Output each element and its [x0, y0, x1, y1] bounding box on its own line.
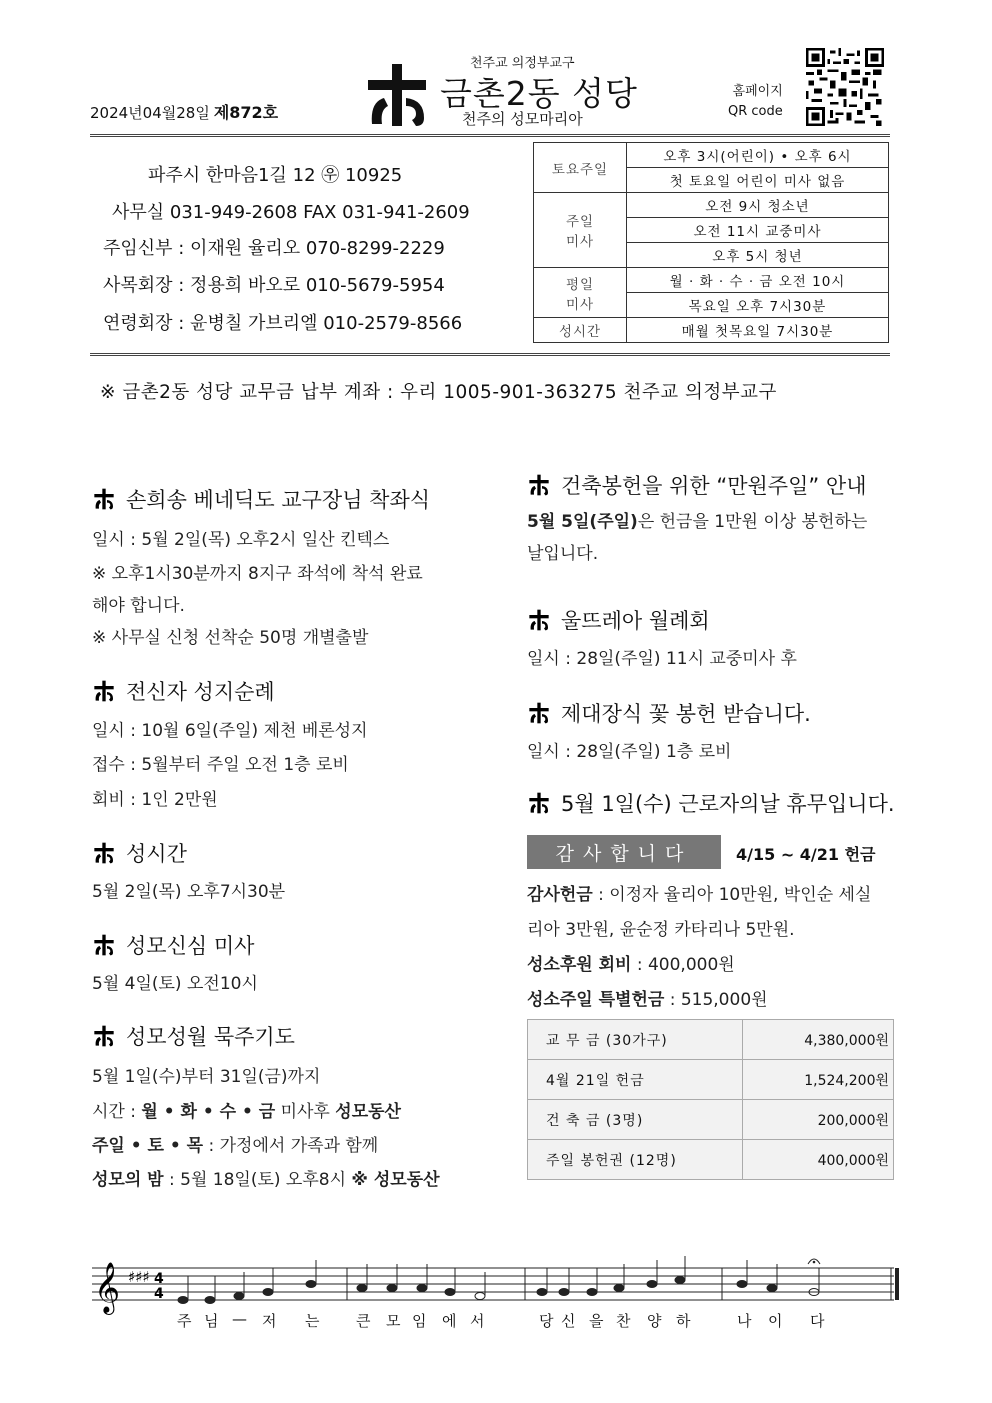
section-line: 일시 : 5월 2일(목) 오후2시 일산 킨텍스 [92, 530, 390, 550]
section-line [527, 880, 871, 905]
lyric-syllable: 당 [539, 1312, 554, 1330]
line-part-bold: 성소주일 특별헌금 [527, 990, 665, 1010]
cross-bullet-icon [92, 488, 116, 510]
section-line [527, 985, 768, 1010]
lyric-syllable: 찬 [616, 1312, 631, 1330]
schedule-cell: 오후 3시(어린이) • 오후 6시 [627, 143, 889, 168]
qr-code-icon[interactable] [806, 48, 884, 126]
section-title-text: 울뜨레아 월례회 [561, 609, 710, 633]
lyric-syllable: 저 [262, 1312, 277, 1330]
thanks-heading: 감사합니다 [527, 835, 721, 869]
time-sig-top: 4 [154, 1271, 164, 1287]
section-title-text: 건축봉헌을 위한 “만원주일” 안내 [561, 474, 867, 498]
section-title-marian-mass [92, 930, 254, 960]
issue-date-line [90, 100, 278, 123]
lyric-syllable: 신 [561, 1312, 576, 1330]
lyric-syllable: — [232, 1310, 247, 1328]
section-title-altar-flowers [527, 698, 811, 728]
section-title-pilgrimage [92, 676, 275, 706]
section-line [527, 507, 867, 532]
time-sig-bottom: 4 [154, 1286, 164, 1302]
schedule-cell: 매월 첫목요일 7시30분 [627, 318, 889, 343]
pastor-contact: 주임신부 : 이재원 율리오 070-8299-2229 [103, 238, 445, 259]
section-line: 회비 : 1인 2만원 [92, 790, 218, 810]
line-part: : 5월 18일(토) 오후8시 [163, 1170, 352, 1190]
qr-label [728, 82, 783, 122]
treble-clef-icon: 𝄞 [94, 1262, 121, 1313]
cross-bullet-icon [527, 474, 551, 496]
schedule-label-holy-hour: 성시간 [534, 318, 627, 343]
section-line: 날입니다. [527, 544, 599, 564]
patron-name: 천주의 성모마리아 [462, 110, 583, 128]
parish-cross-logo-icon [362, 62, 432, 128]
staff-lines [92, 1268, 894, 1300]
offering-amount: 200,000원 [743, 1100, 894, 1140]
section-line: 5월 4일(토) 오전10시 [92, 974, 258, 994]
lyric-syllable: 는 [305, 1312, 320, 1330]
section-title-text: 제대장식 꽃 봉헌 받습니다. [561, 702, 811, 726]
schedule-label-sunday [534, 193, 627, 268]
line-part-bold: 성모의 밤 [92, 1170, 164, 1190]
schedule-cell: 월 · 화 · 수 · 금 오전 10시 [627, 268, 889, 293]
schedule-cell: 오전 9시 청소년 [627, 193, 889, 218]
section-title-holy-hour [92, 838, 187, 868]
cross-bullet-icon [527, 702, 551, 724]
qr-label-homepage: 홈페이지 [732, 84, 783, 99]
lyric-syllable: 주 [177, 1312, 192, 1330]
offering-amount: 1,524,200원 [743, 1060, 894, 1100]
section-line [92, 1097, 401, 1122]
section-title-ultreya [527, 605, 710, 635]
line-part-bold: 감사헌금 [527, 885, 593, 905]
schedule-label-sunday-2: 미사 [565, 234, 595, 250]
schedule-cell: 오전 11시 교중미사 [627, 218, 889, 243]
schedule-label-weekday-1: 평일 [565, 276, 595, 293]
section-line [92, 1165, 440, 1190]
table-row [528, 1020, 894, 1060]
section-line: 해야 합니다. [92, 596, 185, 616]
lyric-syllable: 이 [768, 1312, 783, 1330]
line-part: : 515,000원 [664, 990, 768, 1010]
table-row [534, 318, 889, 343]
line-part-bold: 5월 5일(주일) [527, 512, 638, 532]
lyric-syllable: 하 [676, 1312, 691, 1330]
section-line: ※ 오후1시30분까지 8지구 좌석에 착석 완료 [92, 564, 423, 584]
schedule-label-weekday-2: 미사 [565, 296, 595, 313]
lyric-syllable: 나 [737, 1312, 752, 1330]
contact-divider [90, 353, 890, 356]
parish-address: 파주시 한마음1길 12 ㉾ 10925 [148, 165, 403, 186]
schedule-label-saturday: 토요주일 [534, 143, 627, 193]
section-title-text: 성시간 [126, 842, 187, 866]
notes [178, 1256, 819, 1304]
lyric-syllable: 서 [470, 1312, 485, 1330]
schedule-cell: 목요일 오후 7시30분 [627, 293, 889, 318]
mass-schedule-table [533, 142, 889, 343]
section-title-text: 성모성월 묵주기도 [126, 1025, 295, 1049]
lyric-syllable: 양 [647, 1312, 662, 1330]
key-signature-icon: ♯♯♯ [128, 1268, 150, 1286]
lyric-syllable: 큰 [356, 1312, 371, 1330]
table-row [528, 1140, 894, 1180]
lyric-syllable: 모 [386, 1312, 401, 1330]
lyric-syllable: 다 [810, 1312, 825, 1330]
section-line: 일시 : 28일(주일) 11시 교중미사 후 [527, 649, 797, 669]
line-part: 은 헌금을 1만원 이상 봉헌하는 [637, 512, 868, 532]
qr-label-code: QR code [728, 104, 783, 119]
donation-account: ※ 금촌2동 성당 교무금 납부 계좌 : 우리 1005-901-363275 천주교 의정부교구 [100, 382, 777, 403]
table-row [528, 1060, 894, 1100]
table-row [528, 1100, 894, 1140]
section-line: 일시 : 10월 6일(주일) 제천 베론성지 [92, 721, 368, 741]
line-part-bold: 월 • 화 • 수 • 금 [141, 1102, 276, 1122]
section-title-text: 성모신심 미사 [126, 934, 255, 958]
fermata-dot [813, 1261, 816, 1264]
section-title-text: 손희송 베네딕도 교구장님 착좌식 [126, 488, 431, 512]
offering-amount: 400,000원 [743, 1140, 894, 1180]
cross-bullet-icon [92, 1025, 116, 1047]
section-title-labor-day-closed [527, 788, 895, 818]
line-part: : 이정자 율리아 10만원, 박인순 세실 [592, 885, 872, 905]
schedule-cell: 첫 토요일 어린이 미사 없음 [627, 168, 889, 193]
final-barline [895, 1268, 899, 1300]
schedule-label-weekday [534, 268, 627, 318]
parish-name: 금촌2동 성당 [440, 74, 638, 113]
header-divider [90, 134, 890, 137]
section-line: 5월 2일(목) 오후7시30분 [92, 882, 286, 902]
issue-date: 2024년04월28일 [90, 104, 210, 122]
table-row [534, 143, 889, 168]
line-part-bold: ※ 성모동산 [351, 1170, 440, 1190]
offering-label: 건 축 금 (3명) [528, 1100, 743, 1140]
thanks-period: 4/15 ~ 4/21 헌금 [736, 845, 876, 864]
cross-bullet-icon [92, 680, 116, 702]
section-line [92, 1131, 378, 1156]
section-line: 리아 3만원, 윤순정 카타리나 5만원. [527, 920, 795, 940]
line-part-bold: 성모동산 [335, 1102, 401, 1122]
line-part-bold: 성소후원 회비 [527, 955, 632, 975]
line-part: 시간 : [92, 1102, 142, 1122]
office-phone-fax: 사무실 031-949-2608 FAX 031-941-2609 [112, 202, 470, 223]
hymn-lyrics [92, 1310, 906, 1334]
diocese-name: 천주교 의정부교구 [470, 56, 575, 71]
schedule-cell: 오후 5시 청년 [627, 243, 889, 268]
council-president-contact: 사목회장 : 정용희 바오로 010-5679-5954 [103, 275, 445, 296]
section-title-text: 5월 1일(수) 근로자의날 휴무입니다. [561, 792, 895, 816]
section-line: 5월 1일(수)부터 31일(금)까지 [92, 1067, 321, 1087]
section-title-bishop-installation [92, 484, 430, 514]
offering-label: 주일 봉헌권 (12명) [528, 1140, 743, 1180]
table-row [534, 268, 889, 293]
section-line: 일시 : 28일(주일) 1층 로비 [527, 742, 732, 762]
cross-bullet-icon [92, 842, 116, 864]
cross-bullet-icon [527, 792, 551, 814]
offering-summary-table [527, 1019, 894, 1180]
section-title-rosary [92, 1021, 295, 1051]
lyric-syllable: 에 [442, 1312, 457, 1330]
cross-bullet-icon [92, 934, 116, 956]
line-part: 미사후 [275, 1102, 336, 1122]
offering-label: 4월 21일 헌금 [528, 1060, 743, 1100]
funeral-society-contact: 연령회장 : 윤병칠 가브리엘 010-2579-8566 [103, 313, 463, 334]
section-title-text: 전신자 성지순례 [126, 680, 275, 704]
lyric-syllable: 임 [412, 1312, 427, 1330]
lyric-syllable: 님 [204, 1312, 219, 1330]
line-part: : 400,000원 [631, 955, 735, 975]
line-part-bold: 주일 • 토 • 목 [92, 1136, 204, 1156]
line-part: : 가정에서 가족과 함께 [203, 1136, 379, 1156]
schedule-label-sunday-1: 주일 [565, 214, 595, 230]
issue-number: 제872호 [213, 103, 279, 122]
section-title-building-sunday [527, 470, 867, 500]
section-line: ※ 사무실 신청 선착순 50명 개별출발 [92, 628, 369, 648]
offering-amount: 4,380,000원 [743, 1020, 894, 1060]
lyric-syllable: 을 [589, 1312, 604, 1330]
table-row [534, 193, 889, 218]
offering-label: 교 무 금 (30가구) [528, 1020, 743, 1060]
section-line [527, 950, 735, 975]
cross-bullet-icon [527, 609, 551, 631]
section-line: 접수 : 5월부터 주일 오전 1층 로비 [92, 755, 349, 775]
